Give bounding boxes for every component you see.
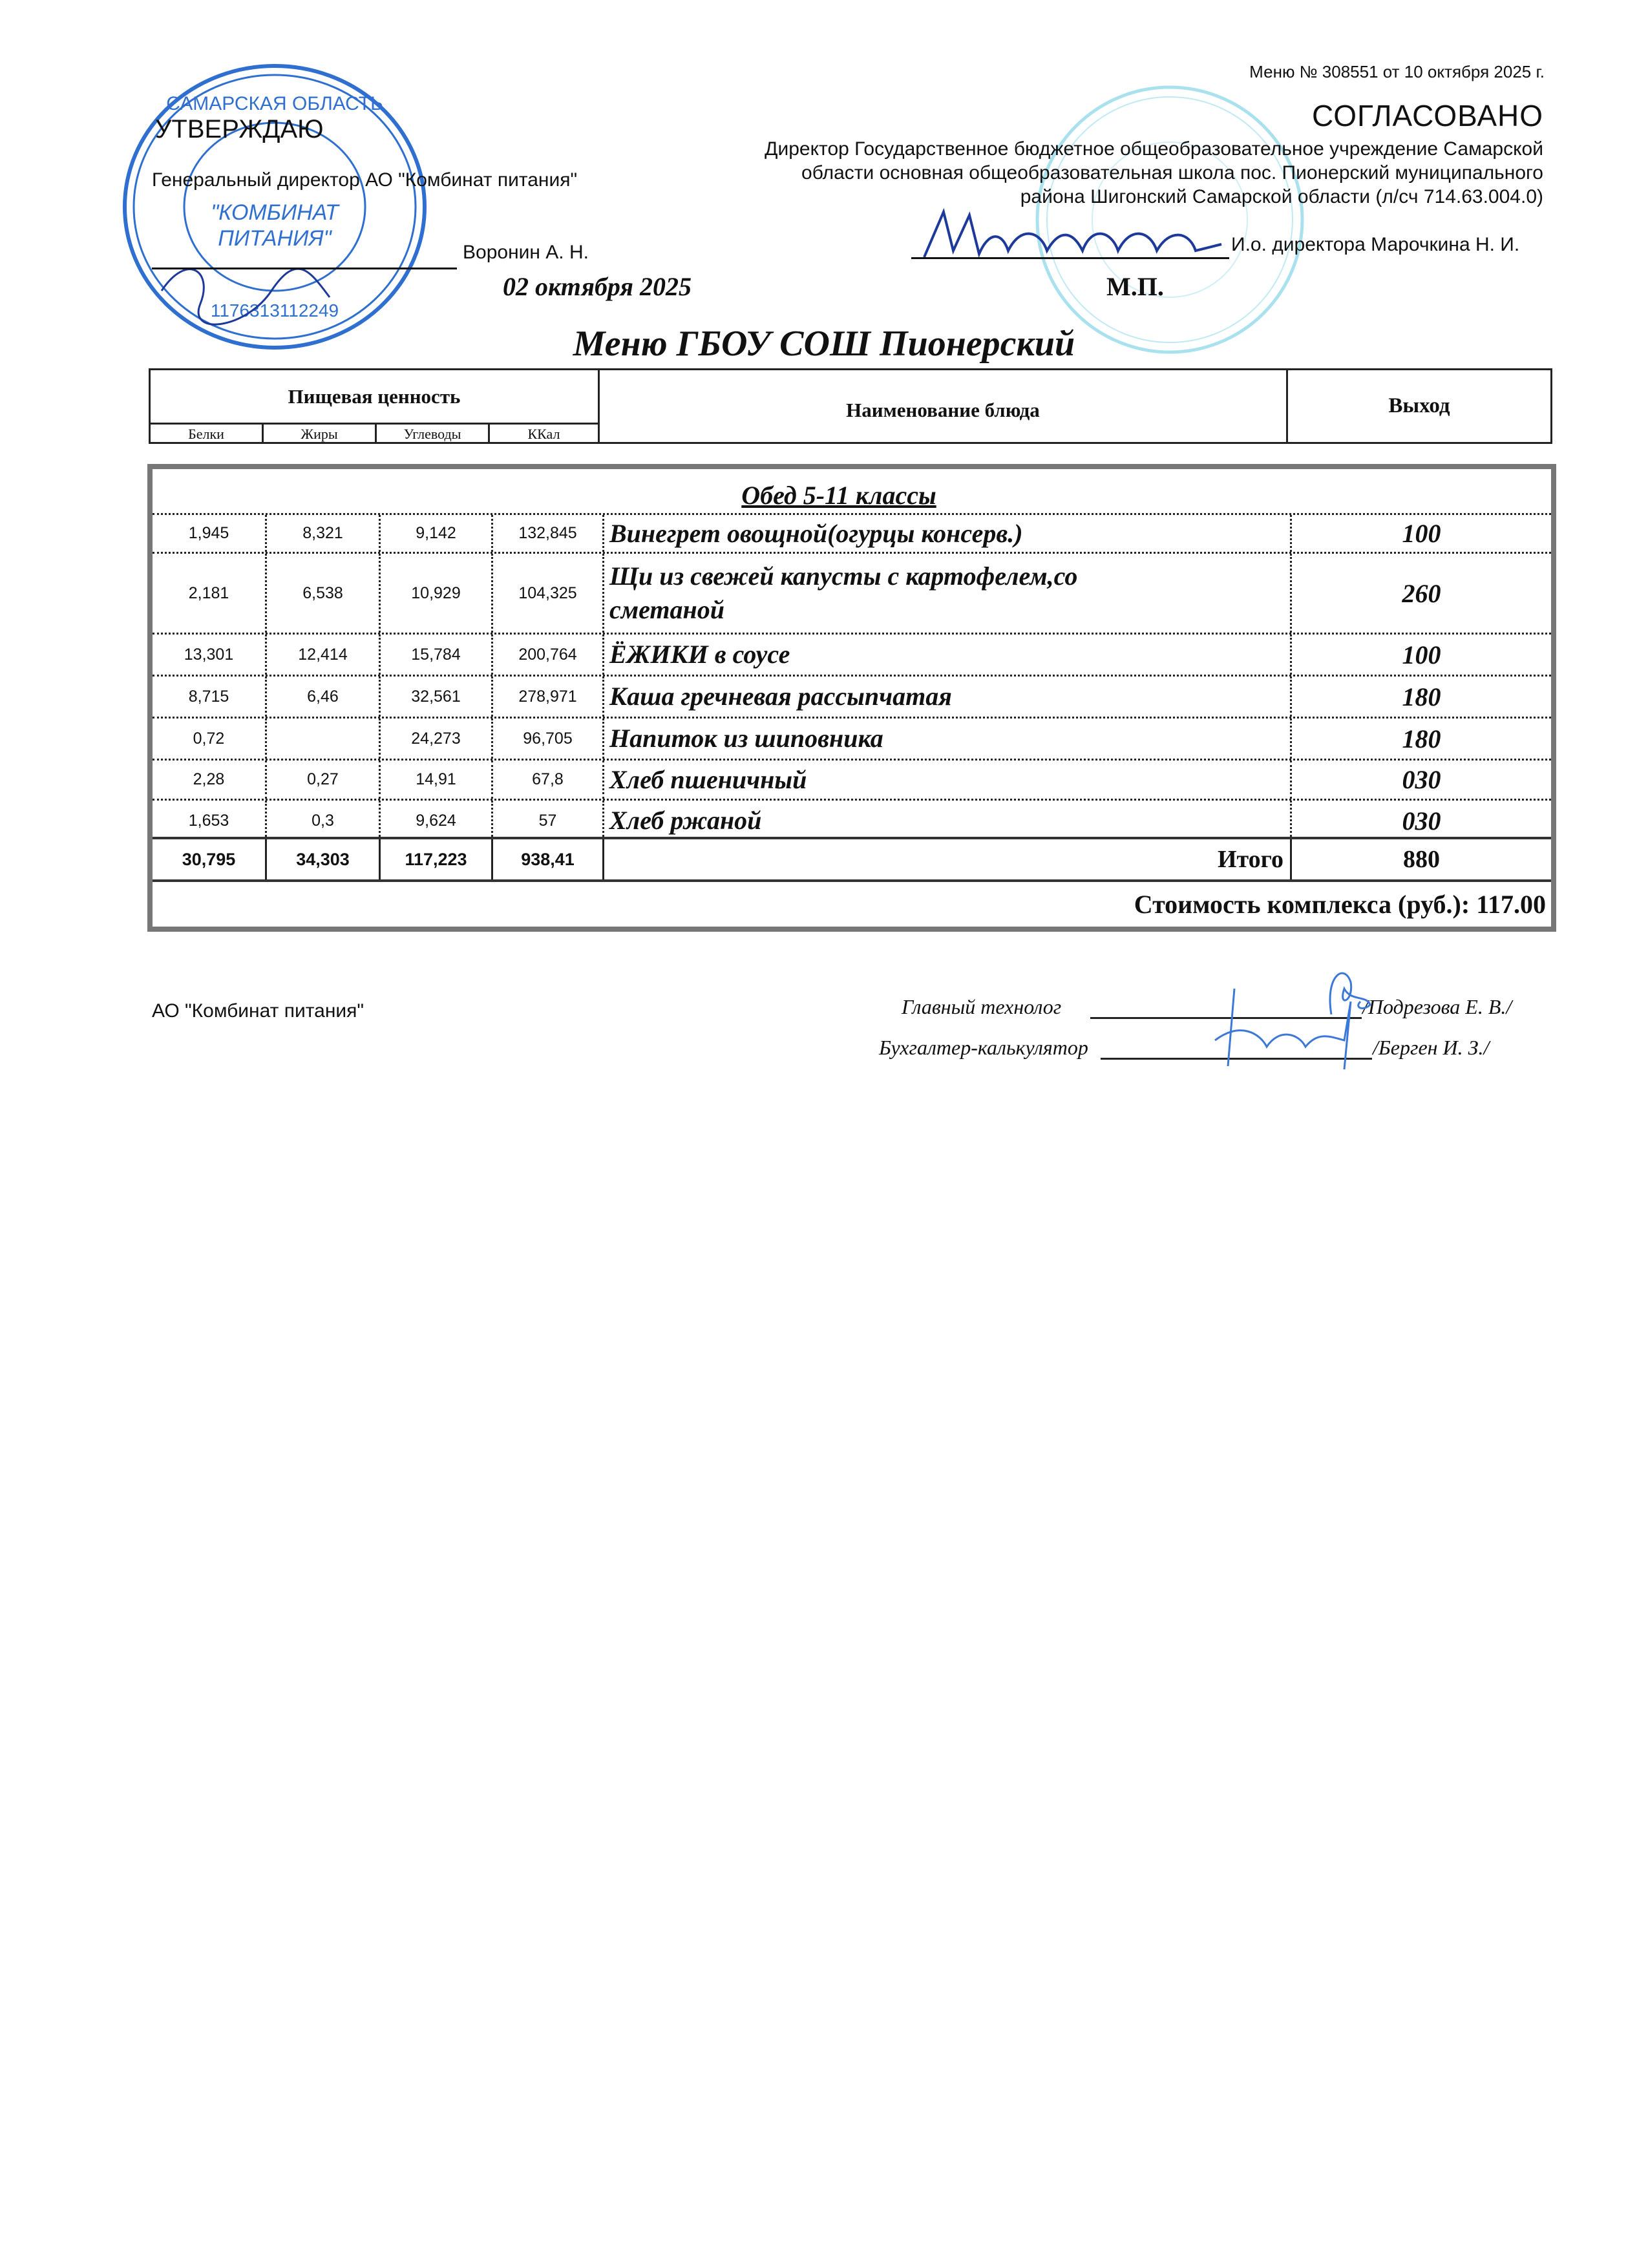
output-header	[1288, 370, 1550, 442]
table-row	[153, 675, 1551, 717]
header-table	[149, 368, 1552, 444]
cell-carbs: 14,91	[379, 761, 491, 799]
cell-fat: 12,414	[265, 635, 379, 675]
svg-text:"КОМБИНАТ: "КОМБИНАТ	[211, 200, 339, 225]
nutrition-header	[151, 370, 600, 425]
cell-protein: 1,653	[188, 811, 229, 830]
col-fat	[264, 425, 377, 444]
cell-fat: 6,538	[265, 554, 379, 633]
total-protein: 30,795	[182, 849, 236, 869]
cell-fat: 0,27	[265, 761, 379, 799]
cell-output: 260	[1290, 554, 1551, 633]
table-row	[153, 513, 1551, 552]
cell-fat: 0,3	[265, 801, 379, 841]
total-label: Итого	[1217, 846, 1284, 873]
cell-kcal: 67,8	[491, 761, 602, 799]
table-row	[153, 759, 1551, 799]
cell-dish: ЁЖИКИ в соусе	[602, 635, 1290, 675]
cell-protein: 2,181	[188, 583, 229, 602]
cell-output: 030	[1290, 801, 1551, 841]
director-signature-line	[911, 257, 1229, 259]
dish-header	[600, 370, 1288, 442]
cell-carbs: 32,561	[379, 677, 491, 717]
total-fat: 34,303	[265, 839, 379, 879]
footer-company: АО "Комбинат питания"	[152, 1000, 364, 1022]
table-row	[153, 552, 1551, 633]
cell-dish: Щи из свежей капусты с картофелем,со сметаной	[602, 554, 1290, 633]
section-row	[153, 469, 1551, 513]
cell-carbs: 9,142	[379, 515, 491, 552]
nutrition-header-label: Пищевая ценность	[288, 384, 461, 408]
org-line: Директор Государственное бюджетное общеобразовательное учреждение Самарской	[765, 138, 1543, 160]
cell-kcal: 132,845	[491, 515, 602, 552]
cell-output: 100	[1290, 515, 1551, 552]
total-kcal: 938,41	[491, 839, 602, 879]
col-kcal-label: ККал	[527, 426, 560, 442]
col-protein	[151, 425, 264, 444]
output-header-label: Выход	[1388, 394, 1450, 417]
cell-protein: 2,28	[193, 770, 225, 788]
chief-technologist-role: Главный технолог	[902, 995, 1062, 1018]
svg-text:ПИТАНИЯ": ПИТАНИЯ"	[218, 226, 332, 251]
table-row	[153, 799, 1551, 841]
table-row	[153, 633, 1551, 675]
cell-protein: 1,945	[188, 524, 229, 542]
cell-kcal: 96,705	[491, 719, 602, 759]
cell-carbs: 10,929	[379, 554, 491, 633]
director-name: И.о. директора Марочкина Н. И.	[1231, 234, 1520, 255]
cell-carbs: 24,273	[379, 719, 491, 759]
cell-dish: Винегрет овощной(огурцы консерв.)	[602, 515, 1290, 552]
svg-text:1176313112249: 1176313112249	[210, 300, 339, 320]
agreed-title: СОГЛАСОВАНО	[1312, 99, 1543, 132]
col-protein-label: Белки	[188, 426, 224, 442]
cell-kcal: 278,971	[491, 677, 602, 717]
svg-text:САМАРСКАЯ ОБЛАСТЬ: САМАРСКАЯ ОБЛАСТЬ	[166, 93, 383, 114]
document-title: Меню ГБОУ СОШ Пионерский	[573, 324, 1075, 364]
cell-fat: 6,46	[265, 677, 379, 717]
total-label-cell	[602, 839, 1290, 879]
footer-signatures	[1189, 963, 1396, 1073]
cell-fat: 8,321	[265, 515, 379, 552]
section-title: Обед 5-11 классы	[741, 481, 936, 510]
dish-header-label: Наименование блюда	[846, 398, 1040, 421]
cell-kcal: 104,325	[491, 554, 602, 633]
table-row	[153, 717, 1551, 759]
chief-technologist-name: /Подрезова Е. В./	[1362, 995, 1512, 1018]
col-kcal	[490, 425, 600, 444]
total-carbs: 117,223	[379, 839, 491, 879]
cell-output: 180	[1290, 719, 1551, 759]
approve-signature-line	[152, 268, 457, 269]
cell-fat	[265, 719, 379, 759]
menu-table	[147, 464, 1556, 932]
cell-kcal: 57	[491, 801, 602, 841]
col-fat-label: Жиры	[301, 426, 338, 442]
cell-protein: 8,715	[188, 687, 229, 706]
cost-label: Стоимость комплекса (руб.): 117.00	[1134, 890, 1546, 919]
accountant-role: Бухгалтер-калькулятор	[879, 1036, 1088, 1059]
cell-output: 180	[1290, 677, 1551, 717]
cell-protein: 0,72	[193, 729, 225, 748]
director-signature	[918, 205, 1228, 264]
cell-dish: Каша гречневая рассыпчатая	[602, 677, 1290, 717]
cell-kcal: 200,764	[491, 635, 602, 675]
company-stamp	[116, 58, 433, 355]
total-output: 880	[1290, 839, 1551, 879]
cell-output: 030	[1290, 761, 1551, 799]
approval-date: 02 октября 2025	[503, 272, 692, 301]
approve-title: УТВЕРЖДАЮ	[155, 115, 324, 143]
general-director-position: Генеральный директор АО "Комбинат питания"	[152, 169, 578, 191]
accountant-name: /Берген И. З./	[1373, 1036, 1490, 1059]
cell-carbs: 9,624	[379, 801, 491, 841]
cost-row	[153, 879, 1551, 927]
cell-dish: Хлеб пшеничный	[602, 761, 1290, 799]
col-carbs	[377, 425, 490, 444]
cell-carbs: 15,784	[379, 635, 491, 675]
approver-name: Воронин А. Н.	[463, 242, 589, 263]
cell-output: 100	[1290, 635, 1551, 675]
director-organization	[735, 137, 1543, 209]
stamp-mark: М.П.	[1106, 272, 1164, 301]
col-carbs-label: Углеводы	[403, 426, 461, 442]
menu-number: Меню № 308551 от 10 октября 2025 г.	[1249, 62, 1545, 81]
cell-protein: 13,301	[184, 645, 234, 664]
cell-dish: Напиток из шиповника	[602, 719, 1290, 759]
org-line: района Шигонский Самарской области (л/сч 714.63.004.0)	[1020, 186, 1543, 207]
org-line: области основная общеобразовательная школа пос. Пионерский муниципального	[801, 162, 1543, 184]
total-row	[153, 837, 1551, 879]
cell-dish: Хлеб ржаной	[602, 801, 1290, 841]
